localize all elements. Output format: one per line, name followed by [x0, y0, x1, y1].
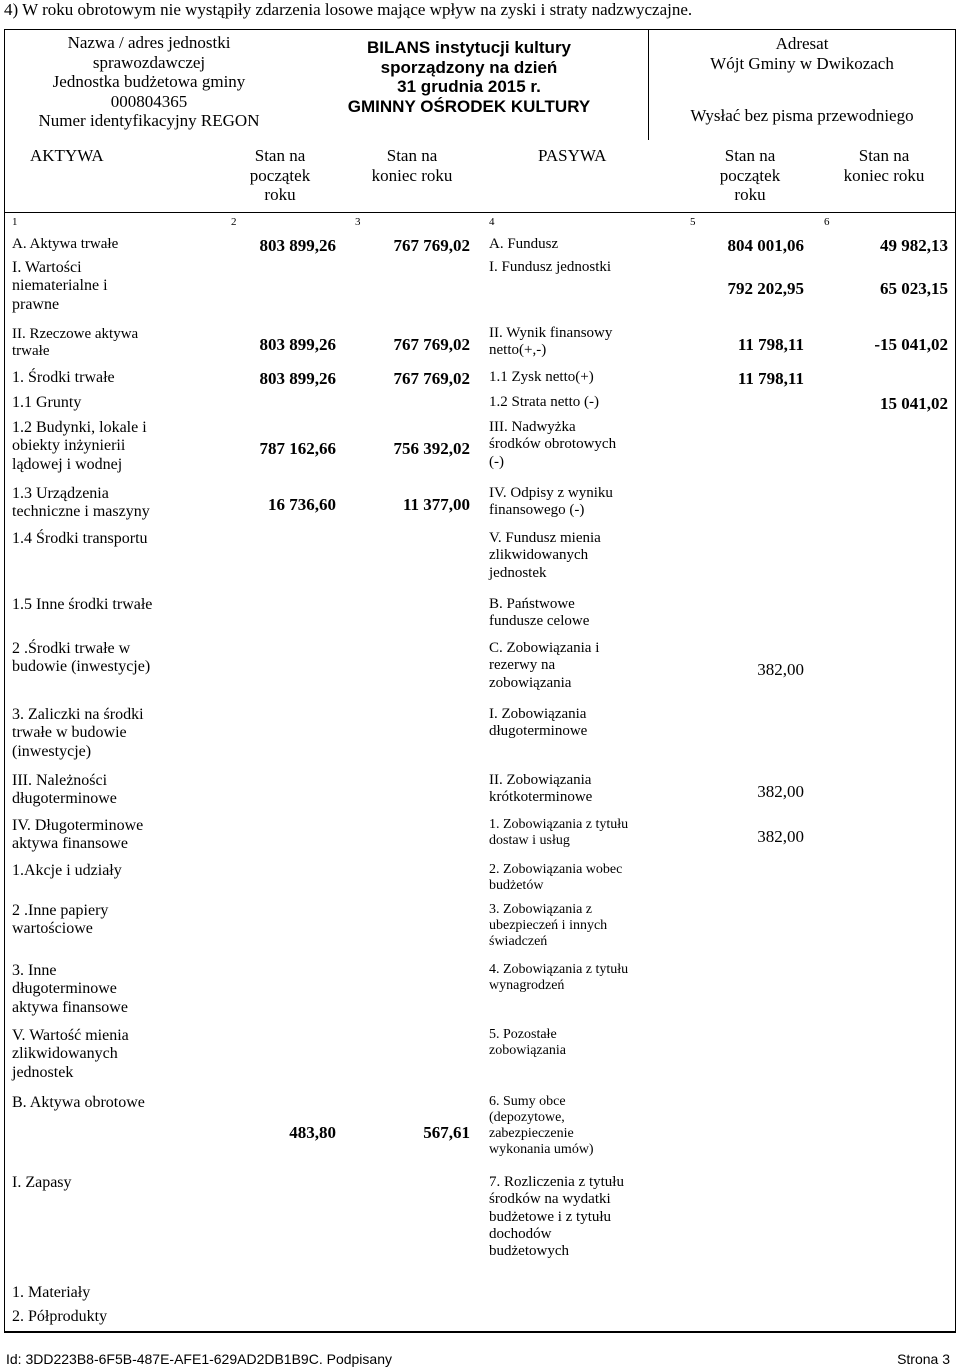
- aktywa-row-label: [12, 962, 128, 1017]
- label-line: 1.2 Budynki, lokale i: [12, 419, 147, 436]
- col-number-3: 3: [355, 216, 361, 228]
- text-line: 31 grudnia 2015 r.: [397, 77, 541, 97]
- aktywa-start-value: 787 162,66: [259, 439, 336, 458]
- text-line: koniec roku: [843, 165, 925, 185]
- aktywa-row-label: [12, 394, 81, 412]
- text-line: Stan na: [724, 146, 776, 165]
- pasywa-row-label: [489, 596, 589, 631]
- label-line: budżetowe i z tytułu: [489, 1208, 612, 1225]
- label-line: wartościowe: [12, 920, 93, 938]
- label-line: wynagrodzeń: [489, 978, 565, 994]
- pasywa-start-header: [690, 146, 810, 205]
- label-line: 1.2 Strata netto (-): [489, 394, 599, 410]
- col-number-1: 1: [12, 216, 18, 228]
- aktywa-row-label: [12, 326, 138, 361]
- text-line: początek: [719, 165, 781, 185]
- label-line: aktywa finansowe: [12, 998, 128, 1016]
- label-line: długoterminowe: [489, 723, 588, 740]
- label-line: finansowego (-): [489, 502, 585, 519]
- label-line: obiekty inżynierii: [12, 437, 126, 455]
- header-divider: [4, 212, 956, 213]
- label-line: I. Zapasy: [12, 1174, 72, 1191]
- aktywa-row-label: [12, 640, 150, 677]
- col-number-4: 4: [489, 216, 495, 228]
- pasywa-row-label: [489, 640, 599, 692]
- pasywa-row-label: [489, 325, 612, 360]
- aktywa-row-label: [12, 369, 115, 387]
- table-bottom-line: [4, 1332, 956, 1333]
- text-line: początek: [249, 165, 311, 185]
- label-line: środków obrotowych: [489, 436, 617, 453]
- pasywa-row-label: [489, 485, 613, 520]
- label-line: środków na wydatki: [489, 1191, 611, 1208]
- footer-id: Id: 3DD223B8-6F5B-487E-AFE1-629AD2DB1B9C. Podpisany: [6, 1351, 392, 1367]
- label-line: I. Wartości: [12, 259, 82, 276]
- label-line: I. Fundusz jednostki: [489, 259, 612, 275]
- pasywa-row-label: [489, 1094, 594, 1158]
- label-line: wykonania umów): [489, 1142, 594, 1158]
- text-line: roku: [734, 185, 766, 205]
- label-line: lądowej i wodnej: [12, 455, 123, 473]
- addressee-info: [652, 34, 952, 73]
- text-line: BILANS instytucji kultury: [366, 38, 572, 57]
- addressee-divider: [648, 29, 649, 140]
- text-line: 000804365: [110, 91, 188, 111]
- text-line: koniec roku: [371, 165, 453, 185]
- aktywa-row-label: [12, 1174, 72, 1192]
- pasywa-end-value: 65 023,15: [880, 279, 948, 298]
- label-line: fundusze celowe: [489, 613, 590, 630]
- aktywa-row-label: [12, 817, 143, 854]
- label-line: III. Należności: [12, 772, 108, 789]
- aktywa-end-value: 767 769,02: [393, 335, 470, 354]
- label-line: V. Fundusz mienia: [489, 530, 601, 546]
- label-line: 4. Zobowiązania z tytułu: [489, 962, 629, 977]
- aktywa-start-value: 803 899,26: [259, 236, 336, 255]
- top-note: 4) W roku obrotowym nie wystąpiły zdarzenia losowe mające wpływ na zyski i straty nadzwyczajne.: [4, 0, 693, 19]
- aktywa-row-label: [12, 902, 108, 939]
- text-line: Numer identyfikacyjny REGON: [38, 111, 260, 131]
- aktywa-start-value: 803 899,26: [259, 369, 336, 388]
- footer-page: Strona 3: [897, 1351, 950, 1367]
- pasywa-row-label: [489, 706, 587, 741]
- pasywa-start-value: 382,00: [757, 827, 804, 846]
- entity-info: [6, 33, 292, 131]
- label-line: krótkoterminowe: [489, 789, 593, 806]
- label-line: (inwestycje): [12, 742, 92, 760]
- pasywa-row-label: [489, 236, 558, 253]
- pasywa-row-label: [489, 419, 616, 471]
- text-line: Wójt Gminy w Dwikozach: [710, 53, 894, 73]
- text-line: Stan na: [386, 146, 438, 165]
- label-line: prawne: [12, 295, 60, 313]
- label-line: 1. Środki trwałe: [12, 369, 115, 386]
- aktywa-end-value: 756 392,02: [393, 439, 470, 458]
- label-line: (depozytowe,: [489, 1110, 565, 1126]
- send-note: Wysłać bez pisma przewodniego: [690, 106, 914, 125]
- aktywa-row-label: [12, 772, 117, 809]
- label-line: dostaw i usług: [489, 833, 570, 849]
- label-line: jednostek: [489, 564, 547, 581]
- aktywa-end-header: [352, 146, 472, 185]
- label-line: 1.1 Grunty: [12, 394, 82, 411]
- aktywa-row-label: [12, 530, 148, 548]
- label-line: budowie (inwestycje): [12, 658, 151, 676]
- aktywa-row-label: [12, 236, 118, 253]
- aktywa-end-value: 767 769,02: [393, 236, 470, 255]
- label-line: 5. Pozostałe: [489, 1027, 557, 1042]
- aktywa-row-label: [12, 706, 144, 761]
- pasywa-end-header: [824, 146, 944, 185]
- aktywa-row-label: [12, 1027, 129, 1082]
- aktywa-row-label: [12, 596, 152, 614]
- label-line: długoterminowe: [12, 980, 117, 998]
- text-line: sporządzony na dzień: [380, 57, 558, 77]
- aktywa-start-value: 16 736,60: [268, 495, 336, 514]
- label-line: B. Państwowe: [489, 596, 575, 612]
- label-line: II. Zobowiązania: [489, 772, 592, 788]
- aktywa-start-header: [220, 146, 340, 205]
- label-line: jednostek: [12, 1063, 74, 1081]
- label-line: 3. Zobowiązania z: [489, 902, 593, 917]
- aktywa-start-value: 483,80: [289, 1123, 336, 1142]
- text-line: roku: [264, 185, 296, 205]
- label-line: rezerwy na: [489, 657, 556, 674]
- label-line: zlikwidowanych: [489, 547, 589, 564]
- aktywa-row-label: [12, 1308, 107, 1326]
- label-line: zobowiązania: [489, 1043, 566, 1059]
- label-line: 2 .Środki trwałe w: [12, 640, 131, 657]
- pasywa-row-label: [489, 772, 592, 807]
- col-number-6: 6: [824, 216, 830, 228]
- col-number-2: 2: [231, 216, 237, 228]
- aktywa-row-label: [12, 1284, 90, 1302]
- pasywa-row-label: [489, 902, 607, 950]
- label-line: 1.5 Inne środki trwałe: [12, 596, 153, 613]
- aktywa-row-label: [12, 259, 108, 314]
- label-line: 3. Inne: [12, 962, 57, 979]
- label-line: A. Fundusz: [489, 236, 559, 252]
- label-line: IV. Odpisy z wyniku: [489, 485, 613, 501]
- label-line: długoterminowe: [12, 790, 117, 808]
- label-line: III. Nadwyżka: [489, 419, 576, 435]
- aktywa-end-value: 11 377,00: [402, 495, 470, 514]
- label-line: niematerialne i: [12, 277, 108, 295]
- label-line: 1.Akcje i udziały: [12, 862, 122, 879]
- label-line: 6. Sumy obce: [489, 1094, 566, 1109]
- balance-title: [296, 38, 642, 116]
- col-number-5: 5: [690, 216, 696, 228]
- pasywa-row-label: [489, 259, 611, 276]
- pasywa-row-label: [489, 817, 628, 849]
- aktywa-row-label: [12, 1094, 145, 1112]
- label-line: 1.4 Środki transportu: [12, 530, 148, 547]
- pasywa-start-value: 11 798,11: [737, 369, 804, 388]
- label-line: budżetowych: [489, 1243, 569, 1259]
- pasywa-row-label: [489, 394, 599, 411]
- label-line: zabezpieczenie: [489, 1126, 574, 1142]
- text-line: Stan na: [858, 146, 910, 165]
- pasywa-row-label: [489, 530, 601, 582]
- label-line: II. Rzeczowe aktywa: [12, 326, 139, 342]
- pasywa-start-value: 804 001,06: [727, 236, 804, 255]
- aktywa-start-value: 803 899,26: [259, 335, 336, 354]
- label-line: I. Zobowiązania: [489, 706, 587, 722]
- label-line: budżetów: [489, 878, 544, 894]
- label-line: świadczeń: [489, 934, 548, 950]
- text-line: Nazwa / adres jednostki: [67, 33, 231, 52]
- pasywa-start-value: 11 798,11: [737, 335, 804, 354]
- pasywa-end-value: 49 982,13: [880, 236, 948, 255]
- label-line: 2 .Inne papiery: [12, 902, 109, 919]
- label-line: 2. Półprodukty: [12, 1308, 108, 1325]
- label-line: II. Wynik finansowy: [489, 325, 613, 341]
- pasywa-start-value: 382,00: [757, 782, 804, 801]
- aktywa-row-label: [12, 862, 122, 880]
- aktywa-row-label: [12, 485, 150, 522]
- pasywa-row-label: [489, 862, 622, 894]
- label-line: netto(+,-): [489, 342, 547, 359]
- aktywa-end-value: 767 769,02: [393, 369, 470, 388]
- text-line: Adresat: [775, 34, 829, 53]
- label-line: IV. Długoterminowe: [12, 817, 144, 834]
- label-line: dochodów: [489, 1225, 552, 1242]
- label-line: ubezpieczeń i innych: [489, 918, 608, 934]
- label-line: 2. Zobowiązania wobec: [489, 862, 623, 877]
- aktywa-header: AKTYWA: [30, 146, 104, 165]
- label-line: 7. Rozliczenia z tytułu: [489, 1174, 624, 1190]
- pasywa-end-value: -15 041,02: [874, 335, 948, 354]
- label-line: B. Aktywa obrotowe: [12, 1094, 145, 1111]
- balance-sheet-frame: [4, 29, 956, 1332]
- aktywa-row-label: [12, 419, 147, 474]
- text-line: GMINNY OŚRODEK KULTURY: [347, 96, 591, 116]
- pasywa-row-label: [489, 369, 594, 386]
- label-line: 1. Materiały: [12, 1284, 91, 1301]
- label-line: zlikwidowanych: [12, 1045, 118, 1063]
- pasywa-row-label: [489, 1174, 624, 1260]
- label-line: (-): [489, 453, 504, 470]
- label-line: 3. Zaliczki na środki: [12, 706, 144, 723]
- label-line: A. Aktywa trwałe: [12, 236, 119, 252]
- text-line: Stan na: [254, 146, 306, 165]
- pasywa-header: PASYWA: [538, 146, 607, 165]
- aktywa-end-value: 567,61: [423, 1123, 470, 1142]
- label-line: C. Zobowiązania i: [489, 640, 600, 656]
- pasywa-start-value: 382,00: [757, 660, 804, 679]
- pasywa-row-label: [489, 962, 628, 994]
- label-line: V. Wartość mienia: [12, 1027, 129, 1044]
- label-line: techniczne i maszyny: [12, 503, 150, 521]
- text-line: Jednostka budżetowa gminy: [52, 72, 246, 92]
- label-line: zobowiązania: [489, 674, 572, 691]
- label-line: trwałe w budowie: [12, 724, 127, 742]
- pasywa-row-label: [489, 1027, 566, 1059]
- label-line: trwałe: [12, 343, 50, 360]
- pasywa-end-value: 15 041,02: [880, 394, 948, 413]
- label-line: 1.1 Zysk netto(+): [489, 369, 594, 385]
- label-line: 1. Zobowiązania z tytułu: [489, 817, 629, 832]
- pasywa-start-value: 792 202,95: [727, 279, 804, 298]
- label-line: 1.3 Urządzenia: [12, 485, 109, 502]
- text-line: sprawozdawczej: [92, 52, 206, 72]
- label-line: aktywa finansowe: [12, 835, 128, 853]
